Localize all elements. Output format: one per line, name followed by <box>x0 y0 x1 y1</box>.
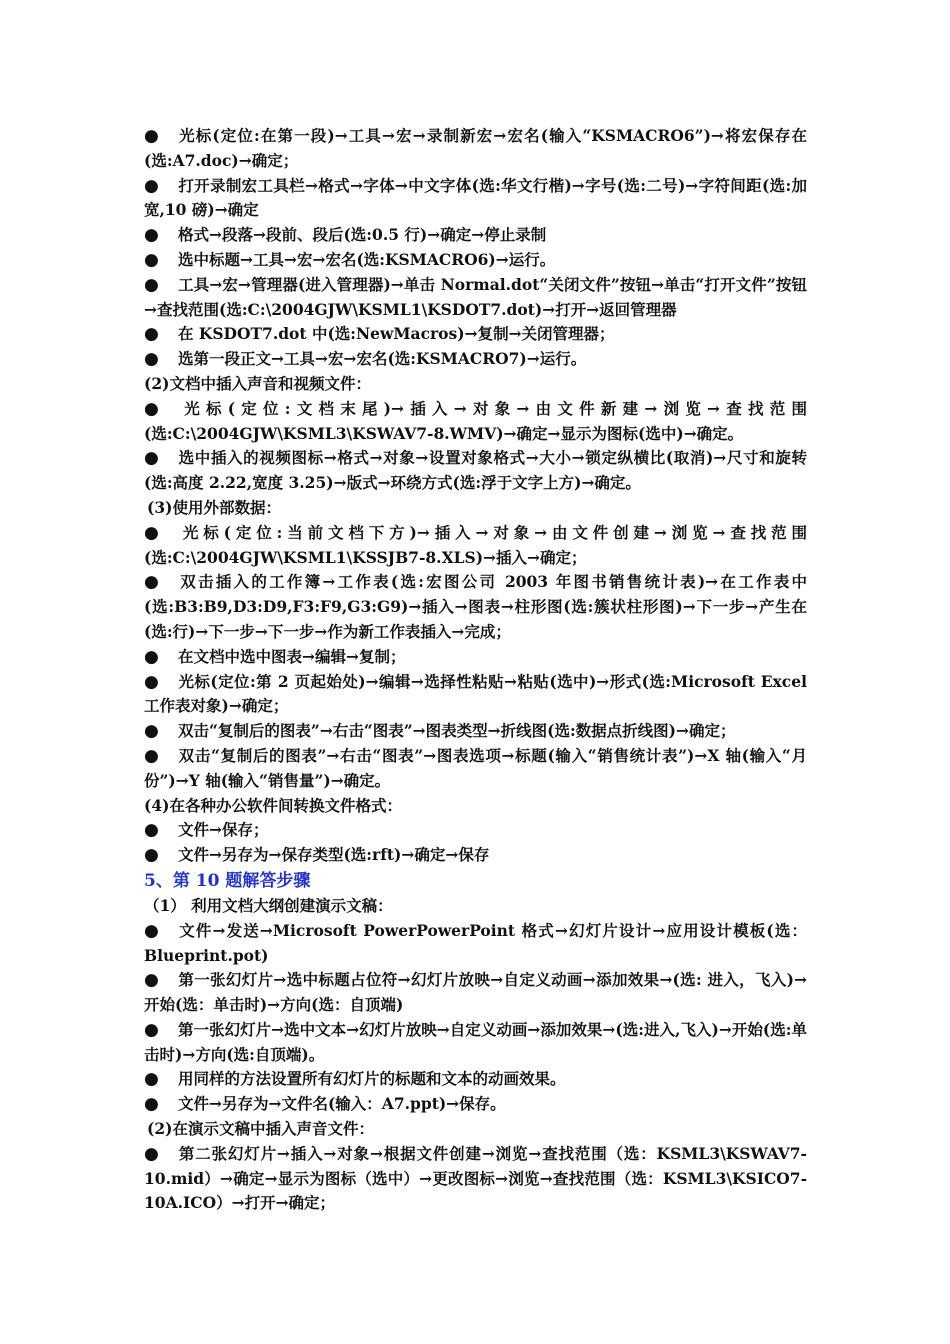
list-item <box>144 818 807 843</box>
line-text: 光标(定位:第 2 页起始处)→编辑→选择性粘贴→粘贴(选中)→形式(选:Microsoft Excel 工作表对象)→确定； <box>144 671 807 716</box>
bullet-icon <box>144 248 178 273</box>
list-item <box>144 174 807 224</box>
section-subtitle: （1） 利用文档大纲创建演示文稿： <box>144 895 393 915</box>
document-page <box>144 124 807 1216</box>
bullet-icon <box>144 1067 178 1092</box>
line-text: 打开录制宏工具栏→格式→字体→中文字体(选:华文行楷)→字号(选:二号)→字符间距(选:加宽,10 磅)→确定 <box>144 175 807 220</box>
line-text: 用同样的方法设置所有幻灯片的标题和文本的动画效果。 <box>178 1069 566 1089</box>
line-text: 文件→另存为→文件名(输入：A7.ppt)→保存。 <box>178 1094 506 1114</box>
line-text: 双击“复制后的图表”→右击“图表”→图表选项→标题(输入“销售统计表”)→X 轴(输入“月份”)→Y 轴(输入“销售量”)→确定。 <box>144 745 807 790</box>
line-text: 双击插入的工作簿→工作表(选:宏图公司 2003 年图书销售统计表)→在工作表中(选:B3:B9,D3:D9,F3:F9,G3:G9)→插入→图表→柱形图(选:簇状柱形图)→下一步→产生在(选:行)→下一步→下一步→作为新工作表插入→完成； <box>144 572 807 641</box>
section-heading: 5、第 10 题解答步骤 <box>144 870 311 891</box>
list-item <box>144 273 807 323</box>
bullet-icon <box>144 446 178 471</box>
bullet-icon <box>144 223 178 248</box>
bullet-icon <box>144 744 178 769</box>
section-subtitle: (2)在演示文稿中插入声音文件： <box>147 1119 374 1139</box>
bullet-icon <box>144 919 178 944</box>
list-item <box>144 248 807 273</box>
line-text: 文件→发送→Microsoft PowerPowerPoint 格式→幻灯片设计→应用设计模板(选：Blueprint.pot) <box>144 920 807 965</box>
bullet-icon <box>144 124 178 149</box>
list-item <box>144 521 807 571</box>
line-text: 光标(定位:文档末尾)→插入→对象→由文件新建→浏览→查找范围(选:C:\2004GJW\KSML3\KSWAV7-8.WMV)→确定→显示为图标(选中)→确定。 <box>144 398 807 443</box>
list-item <box>144 397 807 447</box>
line-text: 第一张幻灯片→选中标题占位符→幻灯片放映→自定义动画→添加效果→(选: 进入，飞入)→开始(选：单击时)→方向(选：自顶端) <box>144 970 807 1015</box>
bullet-icon <box>144 273 178 298</box>
line-text: 选中插入的视频图标→格式→对象→设置对象格式→大小→锁定纵横比(取消)→尺寸和旋转(选:高度 2.22,宽度 3.25)→版式→环绕方式(选:浮于文字上方)→确定。 <box>144 448 807 493</box>
bullet-icon <box>144 347 178 372</box>
line-text: 双击“复制后的图表”→右击“图表”→图表类型→折线图(选:数据点折线图)→确定； <box>178 721 736 741</box>
line-text: 光标(定位:当前文档下方)→插入→对象→由文件创建→浏览→查找范围(选:C:\2004GJW\KSML1\KSSJB7-8.XLS)→插入→确定； <box>144 522 807 567</box>
bullet-icon <box>144 968 178 993</box>
list-item <box>144 322 807 347</box>
line-text: 在文档中选中图表→编辑→复制； <box>178 646 406 666</box>
list-item <box>144 919 807 969</box>
section-subtitle: (4)在各种办公软件间转换文件格式： <box>144 795 402 815</box>
line-text: 光标(定位:在第一段)→工具→宏→录制新宏→宏名(输入“KSMACRO6”)→将宏保存在(选:A7.doc)→确定； <box>144 126 807 170</box>
line-text: 选中标题→工具→宏→宏名(选:KSMACRO6)→运行。 <box>178 249 556 269</box>
bullet-icon <box>144 174 178 199</box>
list-item <box>144 968 807 1018</box>
list-item <box>144 670 807 720</box>
bullet-icon <box>144 719 178 744</box>
list-item <box>144 843 807 868</box>
list-item <box>144 446 807 496</box>
list-item <box>144 223 807 248</box>
section-subtitle: (2)文档中插入声音和视频文件： <box>144 373 371 393</box>
bullet-icon <box>144 670 178 695</box>
line-text: 选第一段正文→工具→宏→宏名(选:KSMACRO7)→运行。 <box>178 349 587 369</box>
list-item <box>144 744 807 794</box>
line-text: 文件→保存； <box>178 820 269 840</box>
bullet-icon <box>144 1142 178 1167</box>
line-text: 格式→段落→段前、段后(选:0.5 行)→确定→停止录制 <box>178 225 547 245</box>
list-item <box>144 1092 807 1117</box>
list-item <box>144 719 807 744</box>
bullet-icon <box>144 1092 178 1117</box>
list-item <box>144 1067 807 1092</box>
bullet-icon <box>144 397 178 422</box>
line-text: 在 KSDOT7.dot 中(选:NewMacros)→复制→关闭管理器； <box>178 324 615 344</box>
bullet-icon <box>144 1018 178 1043</box>
bullet-icon <box>144 645 178 670</box>
line-text: 工具→宏→管理器(进入管理器)→单击 Normal.dot“关闭文件”按钮→单击“打开文件”按钮→查找范围(选:C:\2004GJW\KSML1\KSDOT7.dot)→打开→返回管理器 <box>144 274 807 319</box>
line-text: 第一张幻灯片→选中文本→幻灯片放映→自定义动画→添加效果→(选:进入,飞入)→开始(选:单击时)→方向(选:自顶端)。 <box>144 1019 807 1064</box>
section-subtitle: (3)使用外部数据： <box>147 497 281 517</box>
list-item <box>144 124 807 174</box>
bullet-icon <box>144 818 178 843</box>
list-item <box>144 1018 807 1068</box>
bullet-icon <box>144 843 178 868</box>
bullet-icon <box>144 322 178 347</box>
list-item <box>144 1142 807 1216</box>
bullet-icon <box>144 521 178 546</box>
line-text: 文件→另存为→保存类型(选:rft)→确定→保存 <box>178 845 490 865</box>
list-item <box>144 645 807 670</box>
bullet-icon <box>144 570 178 595</box>
line-text: 第二张幻灯片→插入→对象→根据文件创建→浏览→查找范围（选：KSML3\KSWAV7-10.mid）→确定→显示为图标（选中）→更改图标→浏览→查找范围（选：KSML3\KSICO7-10A.ICO）→打开→确定； <box>144 1143 807 1213</box>
list-item <box>144 347 807 372</box>
list-item <box>144 570 807 644</box>
